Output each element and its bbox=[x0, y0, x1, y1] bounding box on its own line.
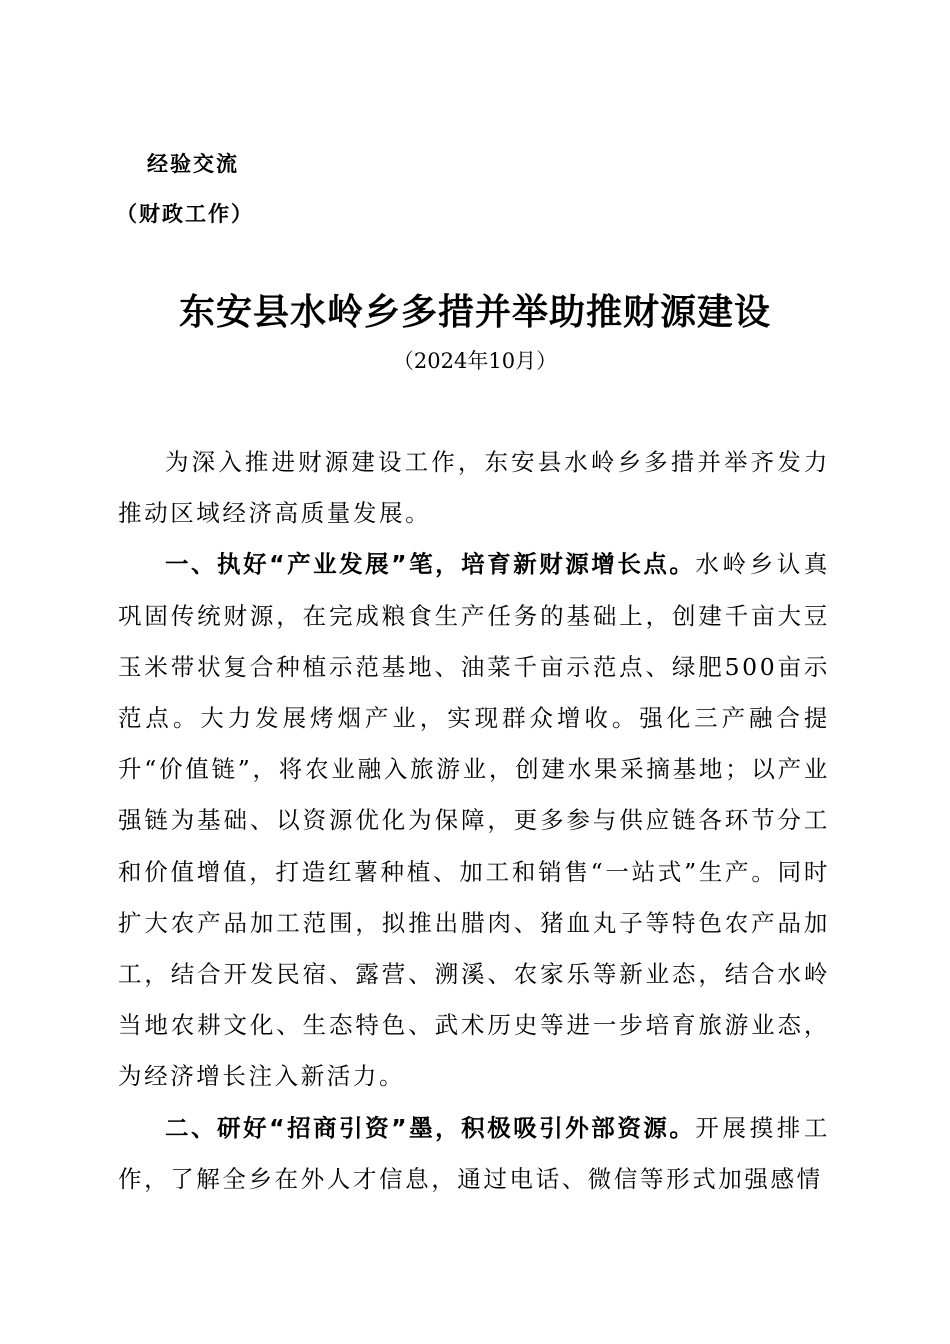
paragraph-section-1 bbox=[118, 539, 830, 1102]
paragraph-section-2 bbox=[118, 1103, 830, 1205]
document-body bbox=[118, 437, 830, 1205]
section-subtitle: （财政工作） bbox=[116, 202, 254, 226]
paragraph-text: 为深入推进财源建设工作，东安县水岭乡多措并举齐发力推动区域经济高质量发展。 bbox=[118, 448, 830, 528]
section-2-heading: 二、研好“招商引资”墨，积极吸引外部资源。 bbox=[165, 1113, 696, 1142]
document-title: 东安县水岭乡多措并举助推财源建设 bbox=[178, 291, 771, 333]
paragraph-text: 开展摸排工作，了解全乡在外人才信息，通过电话、微信等形式加强感情 bbox=[118, 1113, 831, 1193]
document-date: （2024年10月） bbox=[392, 349, 558, 373]
section-1-heading: 一、执好“产业发展”笔，培育新财源增长点。 bbox=[165, 550, 696, 579]
section-label: 经验交流 bbox=[147, 152, 239, 176]
paragraph-intro bbox=[118, 437, 830, 539]
paragraph-text: 水岭乡认真巩固传统财源，在完成粮食生产任务的基础上，创建千亩大豆玉米带状复合种植示范基地、油菜千亩示范点、绿肥500亩示范点。大力发展烤烟产业，实现群众增收。强化三产融合提升“价值链”，将农业融入旅游业，创建水果采摘基地；以产业强链为基础、以资源优化为保障，更多参与供应链各环节分工和价值增值，打造红薯种植、加工和销售“一站式”生产。同时扩大农产品加工范围，拟推出腊肉、猪血丸子等特色农产品加工，结合开发民宿、露营、溯溪、农家乐等新业态，结合水岭当地农耕文化、生态特色、武术历史等进一步培育旅游业态，为经济增长注入新活力。 bbox=[118, 550, 831, 1091]
